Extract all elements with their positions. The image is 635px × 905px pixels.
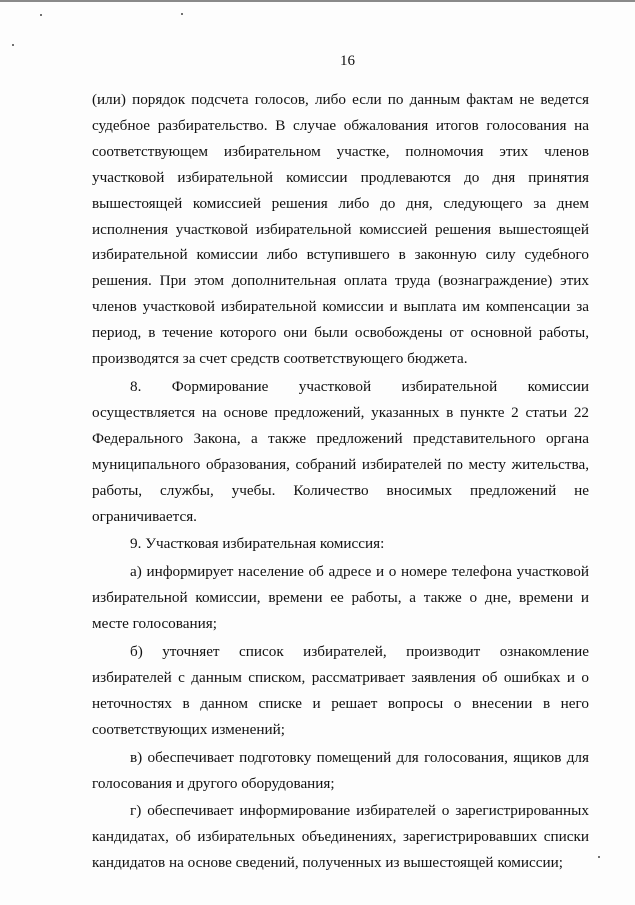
paragraph-subitem-v: в) обеспечивает подготовку помещений для голосования, ящиков для голосования и другого оборудования;	[92, 748, 589, 792]
scan-top-edge	[0, 0, 635, 2]
scan-speck	[12, 44, 14, 46]
paragraph-subitem-a: а) информирует население об адресе и о номере телефона участковой избирательной комиссии, времени ее работы, а также о дне, времени и месте голосования;	[92, 563, 589, 633]
scan-speck	[181, 13, 183, 15]
paragraph-subitem-g: г) обеспечивает информирование избирателей о зарегистрированных кандидатах, об избирательных объединениях, зарегистрировавших списки кандидатов на основе сведений, полученных из вышестоящей комиссии;	[92, 802, 589, 872]
paragraph-item-8: 8. Формирование участковой избирательной комиссии осуществляется на основе предложений, указанных в пункте 2 статьи 22 Федерального Закона, а также предложений представительного органа муниципального образования, собраний избирателей по месту жительства, работы, службы, учебы. Количество вносимых предложений не ограничивается.	[92, 377, 589, 525]
paragraph-subitem-b: б) уточняет список избирателей, производит ознакомление избирателей с данным списком, рассматривает заявления об ошибках и о неточностях в данном списке и решает вопросы о внесении в него соответствующих изменений;	[92, 643, 589, 738]
paragraph-item-9: 9. Участковая избирательная комиссия:	[130, 535, 385, 553]
paragraph-continuation: (или) порядок подсчета голосов, либо если по данным фактам не ведется судебное разбирательство. В случае обжалования итогов голосования на соответствующем избирательном участке, полномочия этих членов участковой избирательной комиссии продлеваются до дня принятия вышестоящей комиссией решения либо до дня, следующего за днем исполнения участковой избирательной комиссией решения вышестоящей избирательной комиссии либо вступившего в законную силу судебного решения. При этом дополнительная оплата труда (вознаграждение) этих членов участковой избирательной комиссии и выплата им компенсации за период, в течение которого они были освобождены от основной работы, производятся за счет средств соответствующего бюджета.	[92, 91, 589, 368]
scan-speck	[40, 14, 42, 16]
document-body	[92, 87, 589, 876]
scan-speck	[598, 856, 600, 858]
page-number: 16	[340, 53, 355, 69]
